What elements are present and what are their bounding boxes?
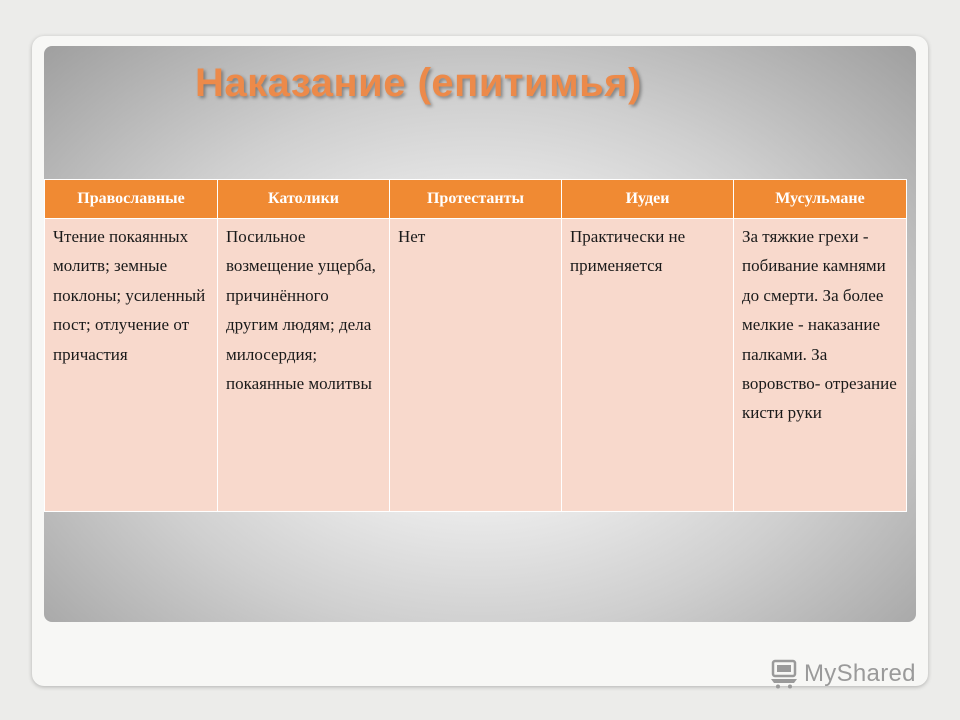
myshared-watermark <box>768 656 916 692</box>
cell-muslims: За тяжкие грехи - побивание камнями до смерти. За более мелкие - наказание палками. За воровство- отрезание кисти руки <box>734 219 907 512</box>
header-jews: Иудеи <box>562 180 734 219</box>
slide-title: Наказание (епитимья) <box>195 61 642 105</box>
penance-table <box>44 179 907 512</box>
header-protestants: Протестанты <box>390 180 562 219</box>
watermark-text: MyShared <box>804 660 916 687</box>
header-muslims: Мусульмане <box>734 180 907 219</box>
cell-protestants: Нет <box>390 219 562 512</box>
header-catholics: Католики <box>218 180 390 219</box>
table-row <box>45 219 907 512</box>
cell-catholics: Посильное возмещение ущерба, причинённого другим людям; дела милосердия; покаянные молитвы <box>218 219 390 512</box>
table-header-row <box>45 180 907 219</box>
header-orthodox: Православные <box>45 180 218 219</box>
cell-jews: Практически не применяется <box>562 219 734 512</box>
computer-cart-icon <box>768 658 800 690</box>
cell-orthodox: Чтение покаянных молитв; земные поклоны; усиленный пост; отлучение от причастия <box>45 219 218 512</box>
